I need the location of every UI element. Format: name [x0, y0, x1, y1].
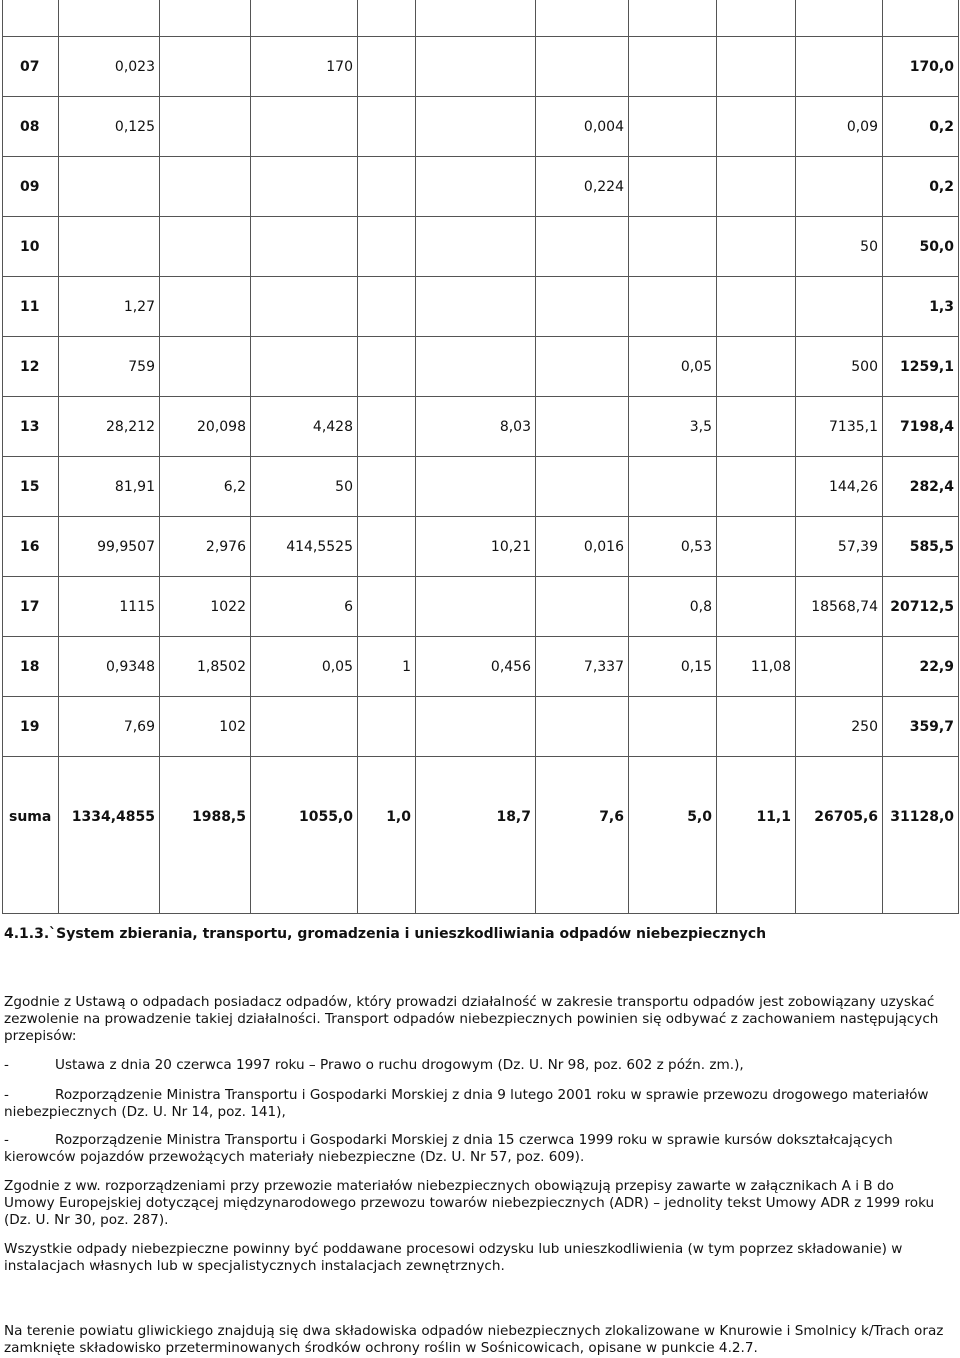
value-cell: [251, 97, 358, 157]
value-cell: 0,53: [629, 517, 717, 577]
value-cell: 1988,5: [160, 757, 251, 914]
value-cell: [717, 157, 796, 217]
value-cell: 26705,6: [796, 757, 883, 914]
value-cell: [536, 697, 629, 757]
value-cell: [536, 577, 629, 637]
value-cell: 0,456: [416, 637, 536, 697]
recovery-paragraph: Wszystkie odpady niebezpieczne powinny być poddawane procesowi odzysku lub unieszkodliwienia (w tym poprzez składowanie) w instalacjach własnych lub w specjalistycznych instalacjach zewnętrznych.: [4, 1241, 903, 1274]
value-cell: [629, 157, 717, 217]
value-cell: [796, 277, 883, 337]
value-cell: 5,0: [629, 757, 717, 914]
value-cell: [536, 217, 629, 277]
value-cell: [358, 217, 416, 277]
value-cell: 1022: [160, 577, 251, 637]
value-cell: 6: [251, 577, 358, 637]
bullet-item-3: [4, 1132, 944, 1166]
value-cell: 7,337: [536, 637, 629, 697]
value-cell: 0,9348: [59, 637, 160, 697]
row-id-cell: 08: [3, 97, 59, 157]
value-cell: [717, 337, 796, 397]
row-id-cell: 19: [3, 697, 59, 757]
value-cell: [251, 337, 358, 397]
value-cell: [160, 337, 251, 397]
table-cell-empty: [796, 0, 883, 37]
value-cell: 102: [160, 697, 251, 757]
value-cell: [160, 37, 251, 97]
table-cell-empty: [536, 0, 629, 37]
bullet-dash: -: [4, 1087, 9, 1103]
total-cell: 359,7: [883, 697, 959, 757]
bullet-item-1: [4, 1057, 944, 1074]
row-id-cell: 12: [3, 337, 59, 397]
value-cell: 99,9507: [59, 517, 160, 577]
value-cell: 1334,4855: [59, 757, 160, 914]
bullet-item-2: [4, 1087, 944, 1121]
table-cell-empty: [358, 0, 416, 37]
value-cell: [358, 397, 416, 457]
value-cell: [358, 157, 416, 217]
value-cell: [629, 217, 717, 277]
value-cell: [629, 37, 717, 97]
value-cell: [717, 577, 796, 637]
value-cell: [717, 457, 796, 517]
value-cell: [160, 157, 251, 217]
value-cell: 7,6: [536, 757, 629, 914]
value-cell: [160, 97, 251, 157]
value-cell: [416, 217, 536, 277]
value-cell: [717, 517, 796, 577]
value-cell: [251, 217, 358, 277]
total-cell: 1,3: [883, 277, 959, 337]
table-cell-empty: [416, 0, 536, 37]
table-row: [3, 397, 959, 457]
value-cell: [536, 337, 629, 397]
value-cell: [717, 217, 796, 277]
value-cell: [358, 97, 416, 157]
value-cell: [358, 337, 416, 397]
value-cell: [717, 37, 796, 97]
value-cell: [251, 277, 358, 337]
value-cell: [358, 457, 416, 517]
table-row: [3, 517, 959, 577]
bullet-text-1: Ustawa z dnia 20 czerwca 1997 roku – Prawo o ruchu drogowym (Dz. U. Nr 98, poz. 602 z późn. zm.),: [55, 1057, 744, 1073]
value-cell: [536, 277, 629, 337]
intro-paragraph: Zgodnie z Ustawą o odpadach posiadacz odpadów, który prowadzi działalność w zakresie transportu odpadów jest zobowiązany uzyskać zezwolenie na prowadzenie takiej działalności. Transport odpadów niebezpiecznych powinien się odbywać z zachowaniem następujących przepisów:: [4, 994, 939, 1044]
value-cell: 8,03: [416, 397, 536, 457]
table-row: [3, 97, 959, 157]
value-cell: [629, 277, 717, 337]
value-cell: [416, 97, 536, 157]
table-row-sum: [3, 757, 959, 914]
value-cell: 28,212: [59, 397, 160, 457]
value-cell: 0,004: [536, 97, 629, 157]
value-cell: 0,05: [629, 337, 717, 397]
value-cell: 0,224: [536, 157, 629, 217]
table-row: [3, 577, 959, 637]
value-cell: 11,1: [717, 757, 796, 914]
bullet-text-2: Rozporządzenie Ministra Transportu i Gospodarki Morskiej z dnia 9 lutego 2001 roku w sprawie przewozu drogowego materiałów niebezpiecznych (Dz. U. Nr 14, poz. 141),: [4, 1087, 929, 1120]
value-cell: 7,69: [59, 697, 160, 757]
value-cell: [358, 277, 416, 337]
waste-data-table: [2, 0, 959, 914]
value-cell: [796, 637, 883, 697]
total-cell: 0,2: [883, 97, 959, 157]
bullet-text-3: Rozporządzenie Ministra Transportu i Gospodarki Morskiej z dnia 15 czerwca 1999 roku w sprawie kursów dokształcających kierowców pojazdów przewożących materiały niebezpieczne (Dz. U. Nr 57, poz. 609).: [4, 1132, 893, 1165]
total-cell: 282,4: [883, 457, 959, 517]
total-cell: 0,2: [883, 157, 959, 217]
total-cell: 31128,0: [883, 757, 959, 914]
row-id-cell: suma: [3, 757, 59, 914]
section-title: 4.1.3.`System zbierania, transportu, gromadzenia i unieszkodliwiania odpadów niebezpiecznych: [4, 926, 767, 942]
table-row: [3, 337, 959, 397]
value-cell: [416, 697, 536, 757]
row-id-cell: 13: [3, 397, 59, 457]
value-cell: [629, 97, 717, 157]
table-row: [3, 697, 959, 757]
value-cell: 144,26: [796, 457, 883, 517]
value-cell: 0,15: [629, 637, 717, 697]
value-cell: [536, 37, 629, 97]
table-row: [3, 637, 959, 697]
row-id-cell: 15: [3, 457, 59, 517]
value-cell: 500: [796, 337, 883, 397]
value-cell: [59, 157, 160, 217]
table-row: [3, 277, 959, 337]
value-cell: 81,91: [59, 457, 160, 517]
table-cell-empty: [717, 0, 796, 37]
value-cell: [717, 397, 796, 457]
table-row: [3, 457, 959, 517]
value-cell: [416, 337, 536, 397]
value-cell: [717, 97, 796, 157]
value-cell: 414,5525: [251, 517, 358, 577]
value-cell: [629, 457, 717, 517]
value-cell: [251, 697, 358, 757]
table-cell-empty: [3, 0, 59, 37]
value-cell: [358, 517, 416, 577]
row-id-cell: 17: [3, 577, 59, 637]
value-cell: 1,8502: [160, 637, 251, 697]
value-cell: 18568,74: [796, 577, 883, 637]
value-cell: [717, 697, 796, 757]
value-cell: 1,27: [59, 277, 160, 337]
value-cell: [416, 157, 536, 217]
total-cell: 7198,4: [883, 397, 959, 457]
table-row: [3, 217, 959, 277]
bullet-dash: -: [4, 1057, 9, 1073]
total-cell: 1259,1: [883, 337, 959, 397]
value-cell: 3,5: [629, 397, 717, 457]
value-cell: 0,05: [251, 637, 358, 697]
row-id-cell: 07: [3, 37, 59, 97]
value-cell: 250: [796, 697, 883, 757]
table-cell-empty: [251, 0, 358, 37]
value-cell: 11,08: [717, 637, 796, 697]
value-cell: [796, 37, 883, 97]
table-row-top: [3, 0, 959, 37]
value-cell: [536, 457, 629, 517]
value-cell: [59, 217, 160, 277]
adr-paragraph: Zgodnie z ww. rozporządzeniami przy przewozie materiałów niebezpiecznych obowiązują przepisy zawarte w załącznikach A i B do Umowy Europejskiej dotyczącej międzynarodowego przewozu towarów niebezpiecznych (ADR) – jednolity tekst Umowy ADR z 1999 roku (Dz. U. Nr 30, poz. 287).: [4, 1178, 935, 1228]
value-cell: 4,428: [251, 397, 358, 457]
value-cell: 18,7: [416, 757, 536, 914]
row-id-cell: 10: [3, 217, 59, 277]
total-cell: 585,5: [883, 517, 959, 577]
value-cell: 1055,0: [251, 757, 358, 914]
value-cell: [358, 37, 416, 97]
value-cell: 7135,1: [796, 397, 883, 457]
total-cell: 170,0: [883, 37, 959, 97]
value-cell: 1,0: [358, 757, 416, 914]
value-cell: 50: [251, 457, 358, 517]
table-cell-empty: [629, 0, 717, 37]
landfill-paragraph: Na terenie powiatu gliwickiego znajdują się dwa składowiska odpadów niebezpiecznych zlokalizowane w Knurowie i Smolnicy k/Trach oraz zamknięte składowisko przeterminowanych środków ochrony roślin w Sośnicowicach, opisane w punkcie 4.2.7.: [4, 1323, 944, 1356]
value-cell: 1: [358, 637, 416, 697]
total-cell: 20712,5: [883, 577, 959, 637]
value-cell: 0,023: [59, 37, 160, 97]
value-cell: 170: [251, 37, 358, 97]
value-cell: [416, 37, 536, 97]
row-id-cell: 18: [3, 637, 59, 697]
total-cell: 50,0: [883, 217, 959, 277]
value-cell: 0,016: [536, 517, 629, 577]
value-cell: [160, 217, 251, 277]
value-cell: [536, 397, 629, 457]
value-cell: 759: [59, 337, 160, 397]
value-cell: [796, 157, 883, 217]
value-cell: [358, 577, 416, 637]
value-cell: [629, 697, 717, 757]
table-cell-empty: [59, 0, 160, 37]
value-cell: 0,125: [59, 97, 160, 157]
table-row: [3, 157, 959, 217]
table-cell-empty: [160, 0, 251, 37]
value-cell: 50: [796, 217, 883, 277]
value-cell: [416, 457, 536, 517]
value-cell: 57,39: [796, 517, 883, 577]
value-cell: [160, 277, 251, 337]
value-cell: 1115: [59, 577, 160, 637]
value-cell: [416, 577, 536, 637]
value-cell: 0,8: [629, 577, 717, 637]
value-cell: 10,21: [416, 517, 536, 577]
value-cell: 20,098: [160, 397, 251, 457]
value-cell: 6,2: [160, 457, 251, 517]
row-id-cell: 09: [3, 157, 59, 217]
total-cell: 22,9: [883, 637, 959, 697]
value-cell: [416, 277, 536, 337]
table-cell-empty: [883, 0, 959, 37]
bullet-dash: -: [4, 1132, 9, 1148]
row-id-cell: 11: [3, 277, 59, 337]
value-cell: 2,976: [160, 517, 251, 577]
value-cell: [717, 277, 796, 337]
value-cell: [358, 697, 416, 757]
value-cell: [251, 157, 358, 217]
value-cell: 0,09: [796, 97, 883, 157]
row-id-cell: 16: [3, 517, 59, 577]
table-row: [3, 37, 959, 97]
